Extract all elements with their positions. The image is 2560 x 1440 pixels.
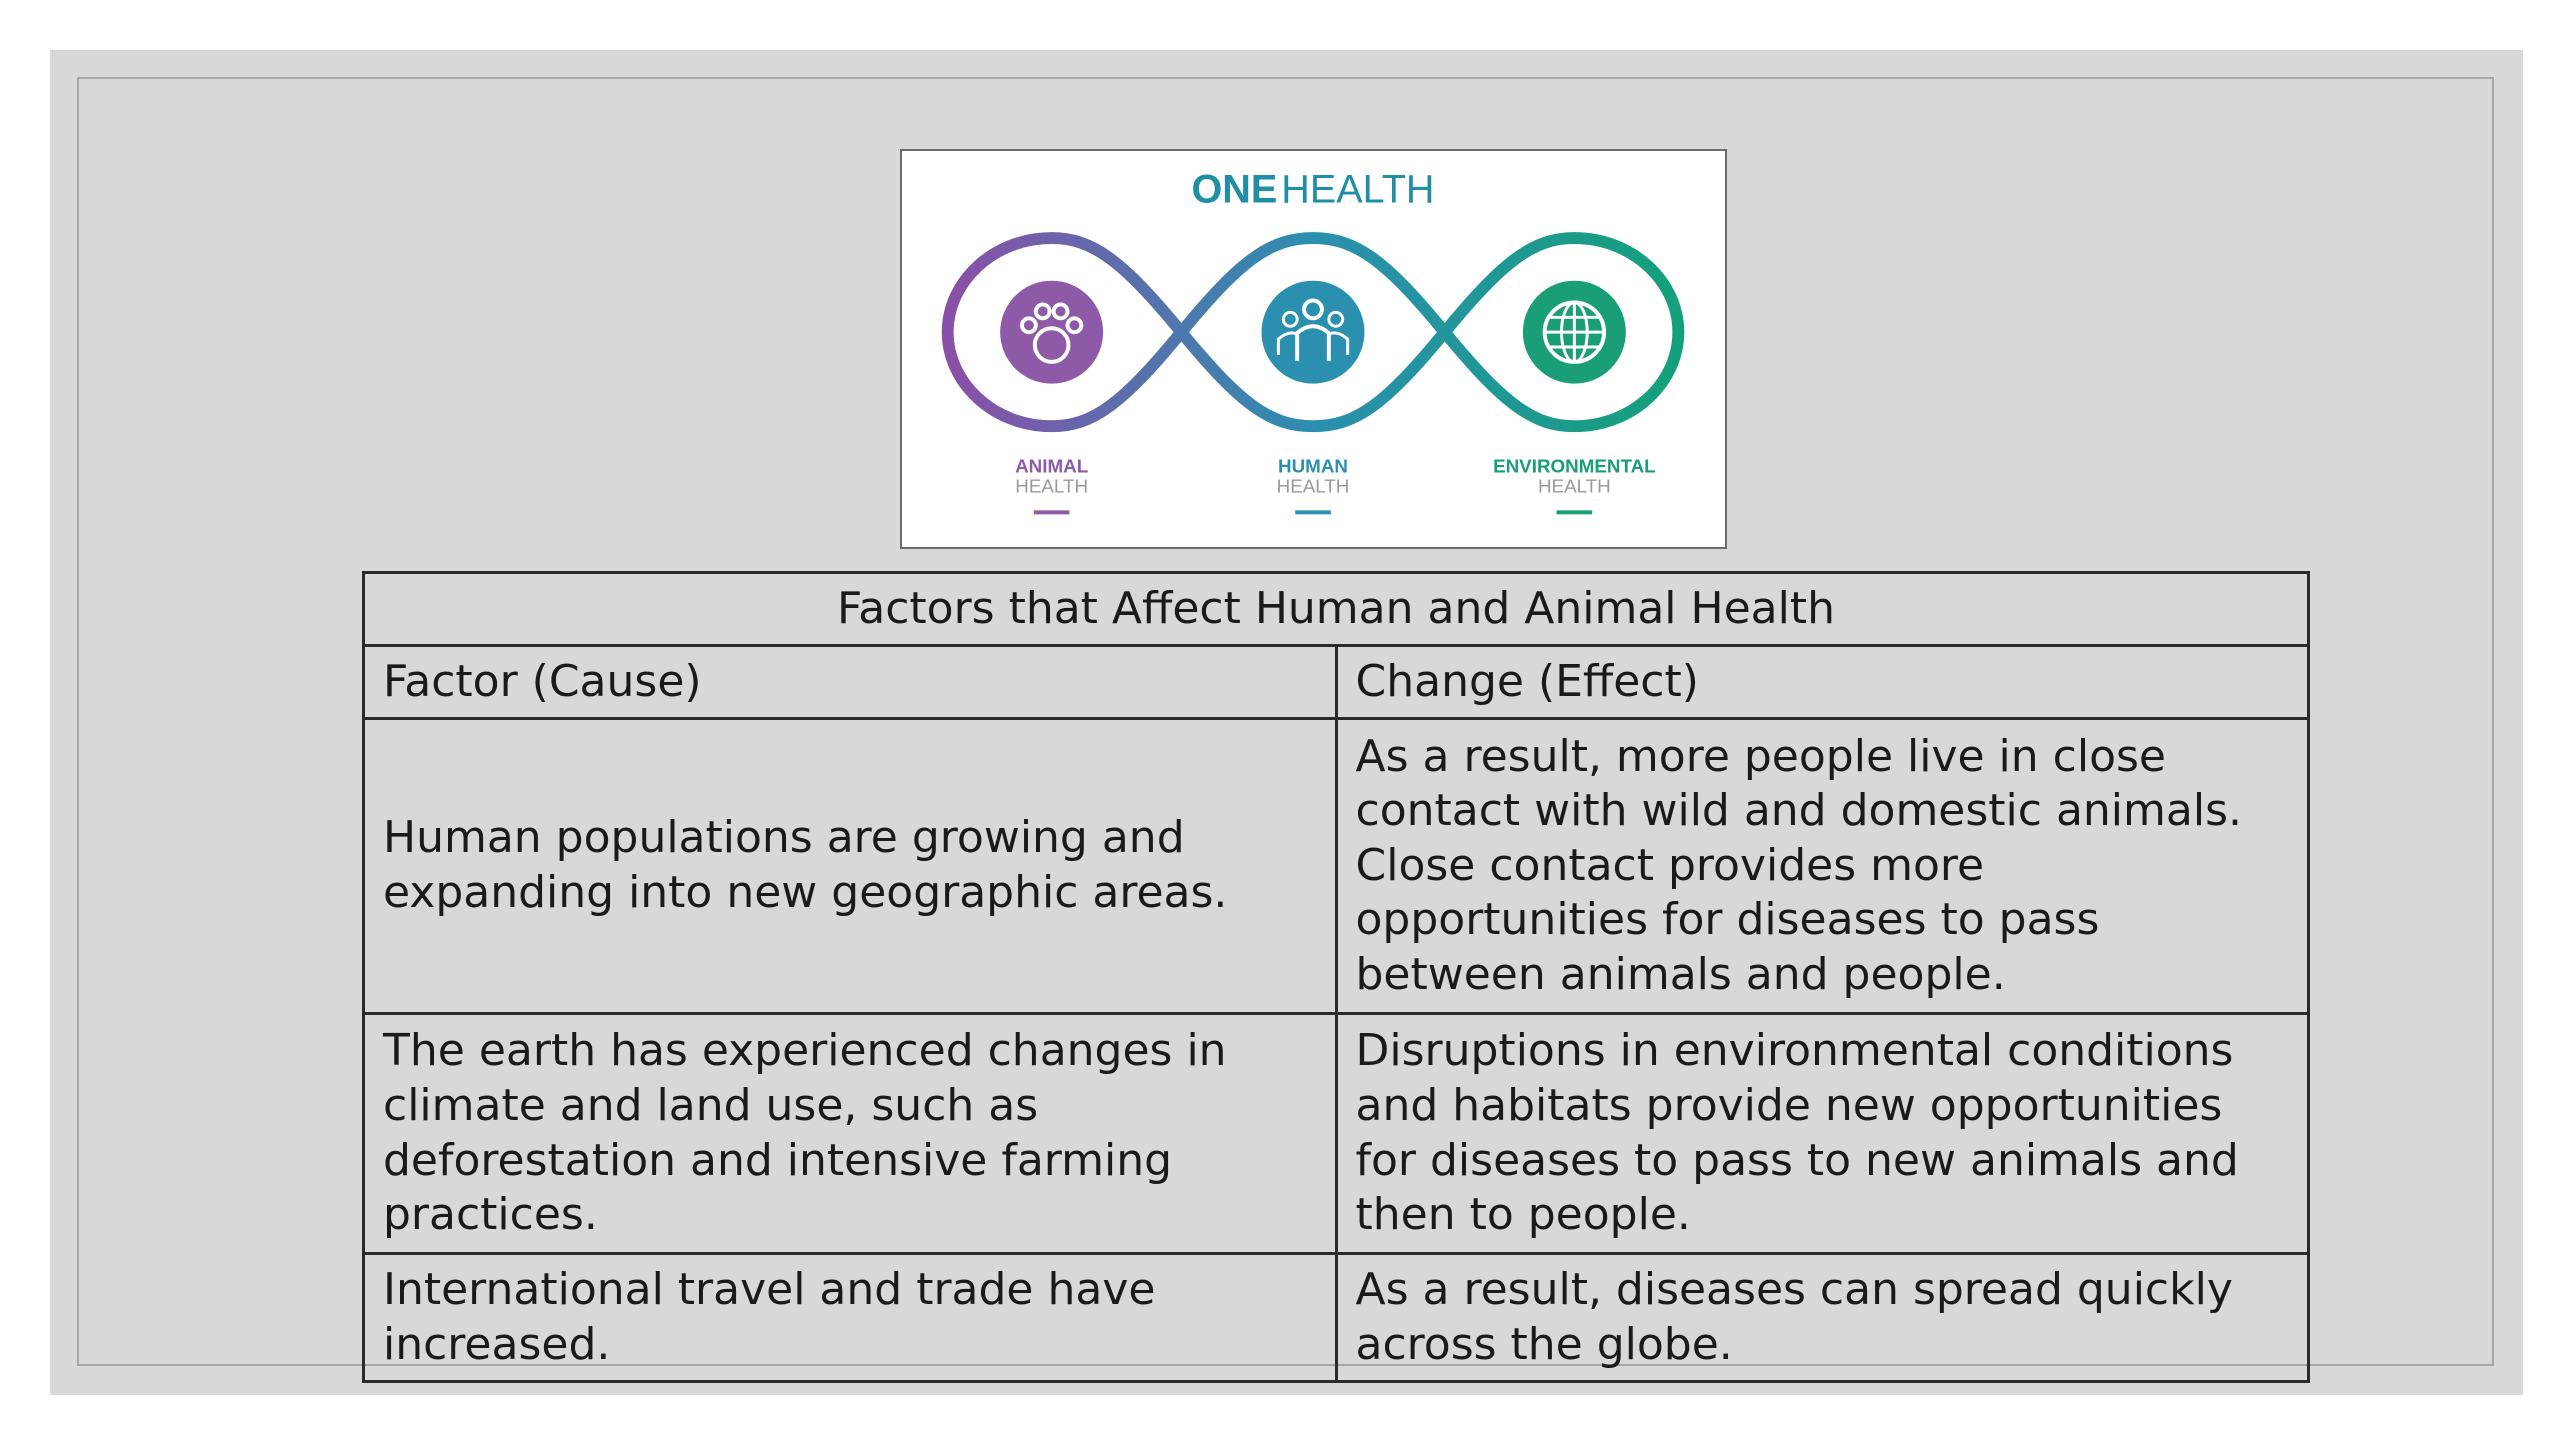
table-header-row [364, 646, 2309, 719]
logo-title [1192, 167, 1435, 211]
label-line1: HUMAN [1278, 455, 1348, 477]
label-line2: HEALTH [1537, 475, 1611, 497]
logo-title-light: HEALTH [1281, 167, 1435, 212]
globe-icon [1523, 281, 1626, 384]
cause-cell: Human populations are growing and expanding into new geographic areas. [364, 719, 1337, 1014]
factors-table [362, 571, 2310, 1383]
label-underline [1034, 510, 1070, 514]
paw-icon [1000, 281, 1103, 384]
label-line1: ENVIRONMENTAL [1493, 455, 1656, 477]
label-line1: ANIMAL [1015, 455, 1089, 477]
label-line2: HEALTH [1015, 475, 1089, 497]
one-health-logo [900, 149, 1727, 549]
table-title-row [364, 573, 2309, 646]
logo-title-bold: ONE [1191, 167, 1278, 212]
cause-cell: International travel and trade have increased. [364, 1254, 1337, 1382]
label-line2: HEALTH [1276, 475, 1350, 497]
effect-cell: Disruptions in environmental conditions and habitats provide new opportunities for diseases to pass to new animals and then to people. [1336, 1014, 2309, 1254]
slide [50, 50, 2523, 1395]
label-underline [1557, 510, 1593, 514]
table-title: Factors that Affect Human and Animal Health [364, 573, 2309, 646]
logo-label-human [1277, 456, 1350, 515]
header-cause: Factor (Cause) [364, 646, 1337, 719]
table-row [364, 719, 2309, 1014]
label-underline [1295, 510, 1331, 514]
effect-cell: As a result, diseases can spread quickly across the globe. [1336, 1254, 2309, 1382]
factors-table-wrap [362, 571, 2310, 1382]
table-row [364, 1254, 2309, 1382]
cause-cell: The earth has experienced changes in climate and land use, such as deforestation and intensive farming practices. [364, 1014, 1337, 1254]
logo-label-animal [1015, 456, 1088, 515]
people-icon [1262, 281, 1365, 384]
logo-label-environmental [1493, 456, 1656, 515]
header-effect: Change (Effect) [1336, 646, 2309, 719]
effect-cell: As a result, more people live in close contact with wild and domestic animals. Close contact provides more opportunities for diseases to pass between animals and people. [1336, 719, 2309, 1014]
table-row [364, 1014, 2309, 1254]
